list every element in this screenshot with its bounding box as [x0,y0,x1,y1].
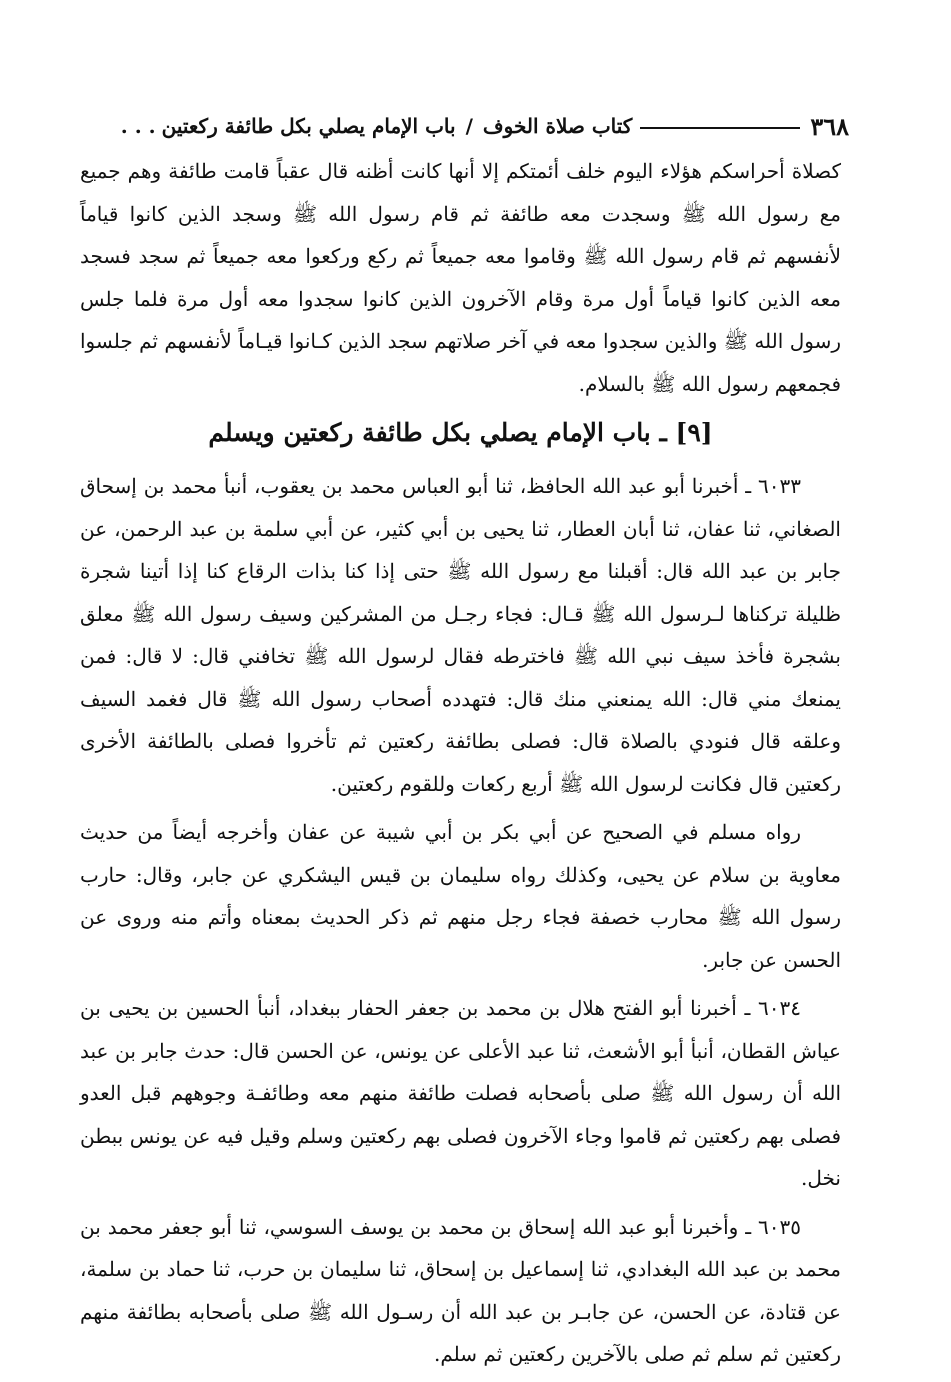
commentary-paragraph: رواه مسلم في الصحيح عن أبي بكر بن أبي شيبة عن عفان وأخرجه أيضاً من حديث معاوية بن سلام عن يحيى، وكذلك رواه سليمان بن قيس اليشكري عن جابر، وقال: حارب رسول الله ﷺ محارب خصفة فجاء رجل منهم ثم ذكر الحديث بمعناه وأتم منه وروى عن الحسن عن جابر. [80,820,841,972]
hadith-6033: ٦٠٣٣ ـ أخبرنا أبو عبد الله الحافظ، ثنا أبو العباس محمد بن يعقوب، أنبأ محمد بن إسحاق الصغاني، ثنا عفان، ثنا أبان العطار، ثنا يحيى بن أبي كثير، عن أبي سلمة بن عبد الرحمن، عن جابر بن عبد الله قال: أقبلنا مع رسول الله ﷺ حتى إذا كنا بذات الرقاع كنا إذا أتينا شجرة ظليلة تركناها لـرسول الله ﷺ قـال: فجاء رجـل من المشركين وسيف رسول الله ﷺ معلق بشجرة فأخذ سيف نبي الله ﷺ فاخترطه فقال لرسول الله ﷺ تخافني قال: لا قال: فمن يمنعك مني قال: الله يمنعني منك قال: فتهدده أصحاب رسول الله ﷺ قال فغمد السيف وعلقه قال فنودي بالصلاة قال: فصلى بطائفة ركعتين ثم تأخروا فصلى بالطائفة الأخرى ركعتين قال فكانت لرسول الله ﷺ أربع ركعات وللقوم ركعتين. [80,474,841,796]
header-ellipsis: . . . [120,114,156,138]
section-heading: [٩] ـ باب الإمام يصلي بكل طائفة ركعتين ويسلم [208,418,713,447]
hadith-6035: ٦٠٣٥ ـ وأخبرنا أبو عبد الله إسحاق بن محمد بن يوسف السوسي، ثنا أبو جعفر محمد بن محمد بن عبد الله البغدادي، ثنا إسماعيل بن إسحاق، ثنا سليمان بن حرب، ثنا حماد بن سلمة، عن قتادة، عن الحسن، عن جابـر بن عبد الله أن رسـول الله ﷺ صلى بأصحابه بطائفة منهم ركعتين ثم سلم ثم صلى بالآخرين ركعتين ثم سلم. [80,1214,841,1366]
hadith-6034: ٦٠٣٤ ـ أخبرنا أبو الفتح هلال بن محمد بن جعفر الحفار ببغداد، أنبأ الحسين بن يحيى بن عياش القطان، أنبأ أبو الأشعث، ثنا عبد الأعلى عن يونس، عن الحسن قال: حدث جابر بن عبد الله أن رسول الله ﷺ صلى بأصحابه فصلت طائفة منهم معه وطائفـة وجوههم قبل العدو فصلى بهم ركعتين ثم قاموا وجاء الآخرون فصلى بهم ركعتين وسلم وقيل فيه عن يونس ببطن نخل. [80,996,842,1190]
book-title: كتاب صلاة الخوف [482,114,633,138]
page-body [80,150,841,1382]
running-header [88,106,849,146]
page-number: ٣٦٨ [810,111,849,141]
continued-paragraph: كصلاة أحراسكم هؤلاء اليوم خلف أئمتكم إلا أنها كانت أظنه قال عقباً قامت طائفة وهم جميع مع رسول الله ﷺ وسجدت معه طائفة ثم قام رسول الله ﷺ وسجد الذين كانوا قياماً لأنفسهم ثم قام رسول الله ﷺ وقاموا معه جميعاً ثم ركع وركعوا معه جميعاً ثم سجد فسجد معه الذين كانوا قياماً أول مرة وقام الآخرون الذين كانوا سجدوا معه أول مرة فلما جلس رسول الله ﷺ والذين سجدوا معه في آخر صلاتهم سجد الذين كـانوا قيـاماً لأنفسهم ثم جلسوا فجمعهم رسول الله ﷺ بالسلام. [80,159,842,396]
chapter-title: باب الإمام يصلي بكل طائفة ركعتين [161,114,456,138]
header-rule [640,127,800,129]
header-separator: / [465,114,473,138]
